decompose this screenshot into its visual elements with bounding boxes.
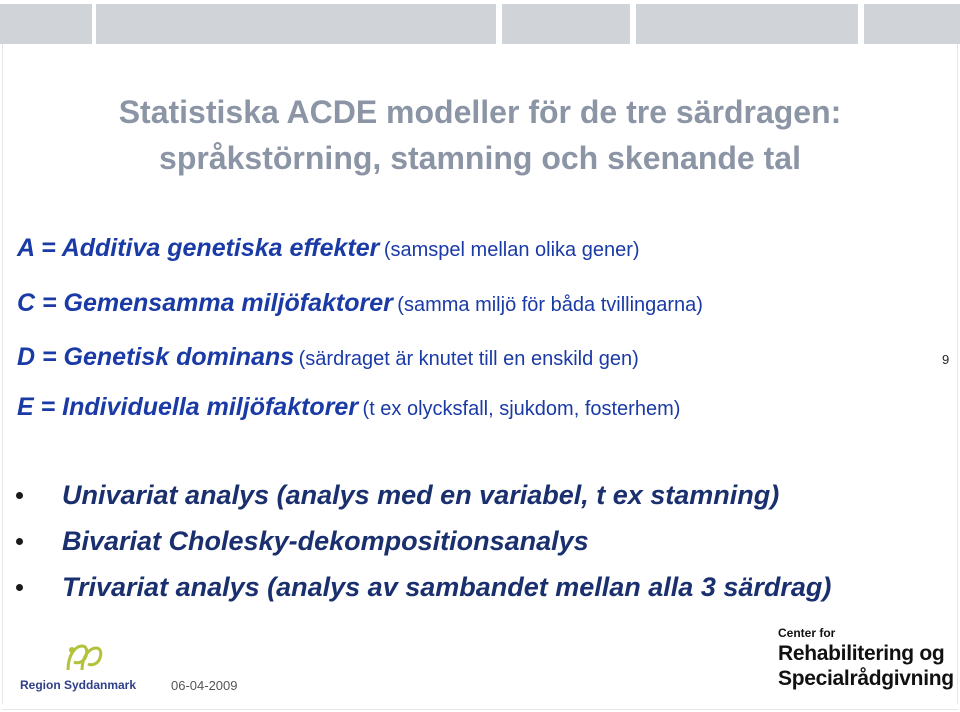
top-bar-segment bbox=[864, 4, 960, 44]
bullet-text: Bivariat Cholesky-dekompositionsanalys bbox=[62, 526, 589, 556]
definition-d bbox=[17, 342, 639, 376]
definition-term: D = Genetisk dominans bbox=[17, 343, 295, 371]
definition-term: E = Individuella miljöfaktorer bbox=[17, 393, 359, 421]
definition-c bbox=[17, 288, 703, 322]
list-item bbox=[10, 522, 958, 568]
bullet-dot-icon bbox=[16, 584, 23, 591]
region-syddanmark-logo bbox=[20, 640, 137, 696]
top-bar-segment bbox=[636, 4, 858, 44]
center-logo-line-2: Rehabilitering og bbox=[778, 642, 945, 665]
slide-title-line-2: språkstörning, stamning och skenande tal bbox=[159, 140, 801, 176]
definition-term: C = Gemensamma miljöfaktorer bbox=[17, 289, 393, 317]
definition-note: (samma miljö för båda tvillingarna) bbox=[397, 294, 703, 316]
top-decor-bar bbox=[0, 0, 960, 44]
center-logo-line-1: Center for bbox=[778, 626, 836, 640]
top-bar-segment bbox=[502, 4, 630, 44]
slide-date: 06-04-2009 bbox=[171, 678, 238, 693]
slide-frame-left bbox=[2, 44, 3, 704]
definition-note: (t ex olycksfall, sjukdom, fosterhem) bbox=[362, 398, 681, 420]
slide-title-line-1: Statistiska ACDE modeller för de tre särdragen: bbox=[118, 94, 842, 130]
page-number: 9 bbox=[942, 352, 950, 367]
definition-a bbox=[17, 233, 640, 267]
definition-term: A = Additiva genetiska effekter bbox=[17, 234, 380, 262]
definition-note: (samspel mellan olika gener) bbox=[383, 239, 640, 261]
region-syddanmark-name: Region Syddanmark bbox=[20, 678, 137, 692]
bullet-text: Trivariat analys (analys av sambandet mellan alla 3 särdrag) bbox=[62, 572, 832, 602]
region-syddanmark-emblem-icon bbox=[60, 640, 106, 676]
center-logo-line-3: Specialrådgivning bbox=[778, 667, 954, 690]
bullet-text: Univariat analys (analys med en variabel, t ex stamning) bbox=[62, 480, 780, 510]
definition-note: (särdraget är knutet till en enskild gen) bbox=[298, 348, 639, 370]
center-logo bbox=[778, 622, 954, 702]
slide-frame-bottom bbox=[2, 709, 958, 710]
bullet-dot-icon bbox=[16, 538, 23, 545]
top-bar-segment bbox=[0, 4, 92, 44]
top-bar-segment bbox=[96, 4, 496, 44]
bullet-dot-icon bbox=[16, 492, 23, 499]
bullet-list bbox=[10, 476, 958, 614]
list-item bbox=[10, 476, 958, 522]
list-item bbox=[10, 568, 958, 614]
definition-e bbox=[17, 392, 680, 426]
